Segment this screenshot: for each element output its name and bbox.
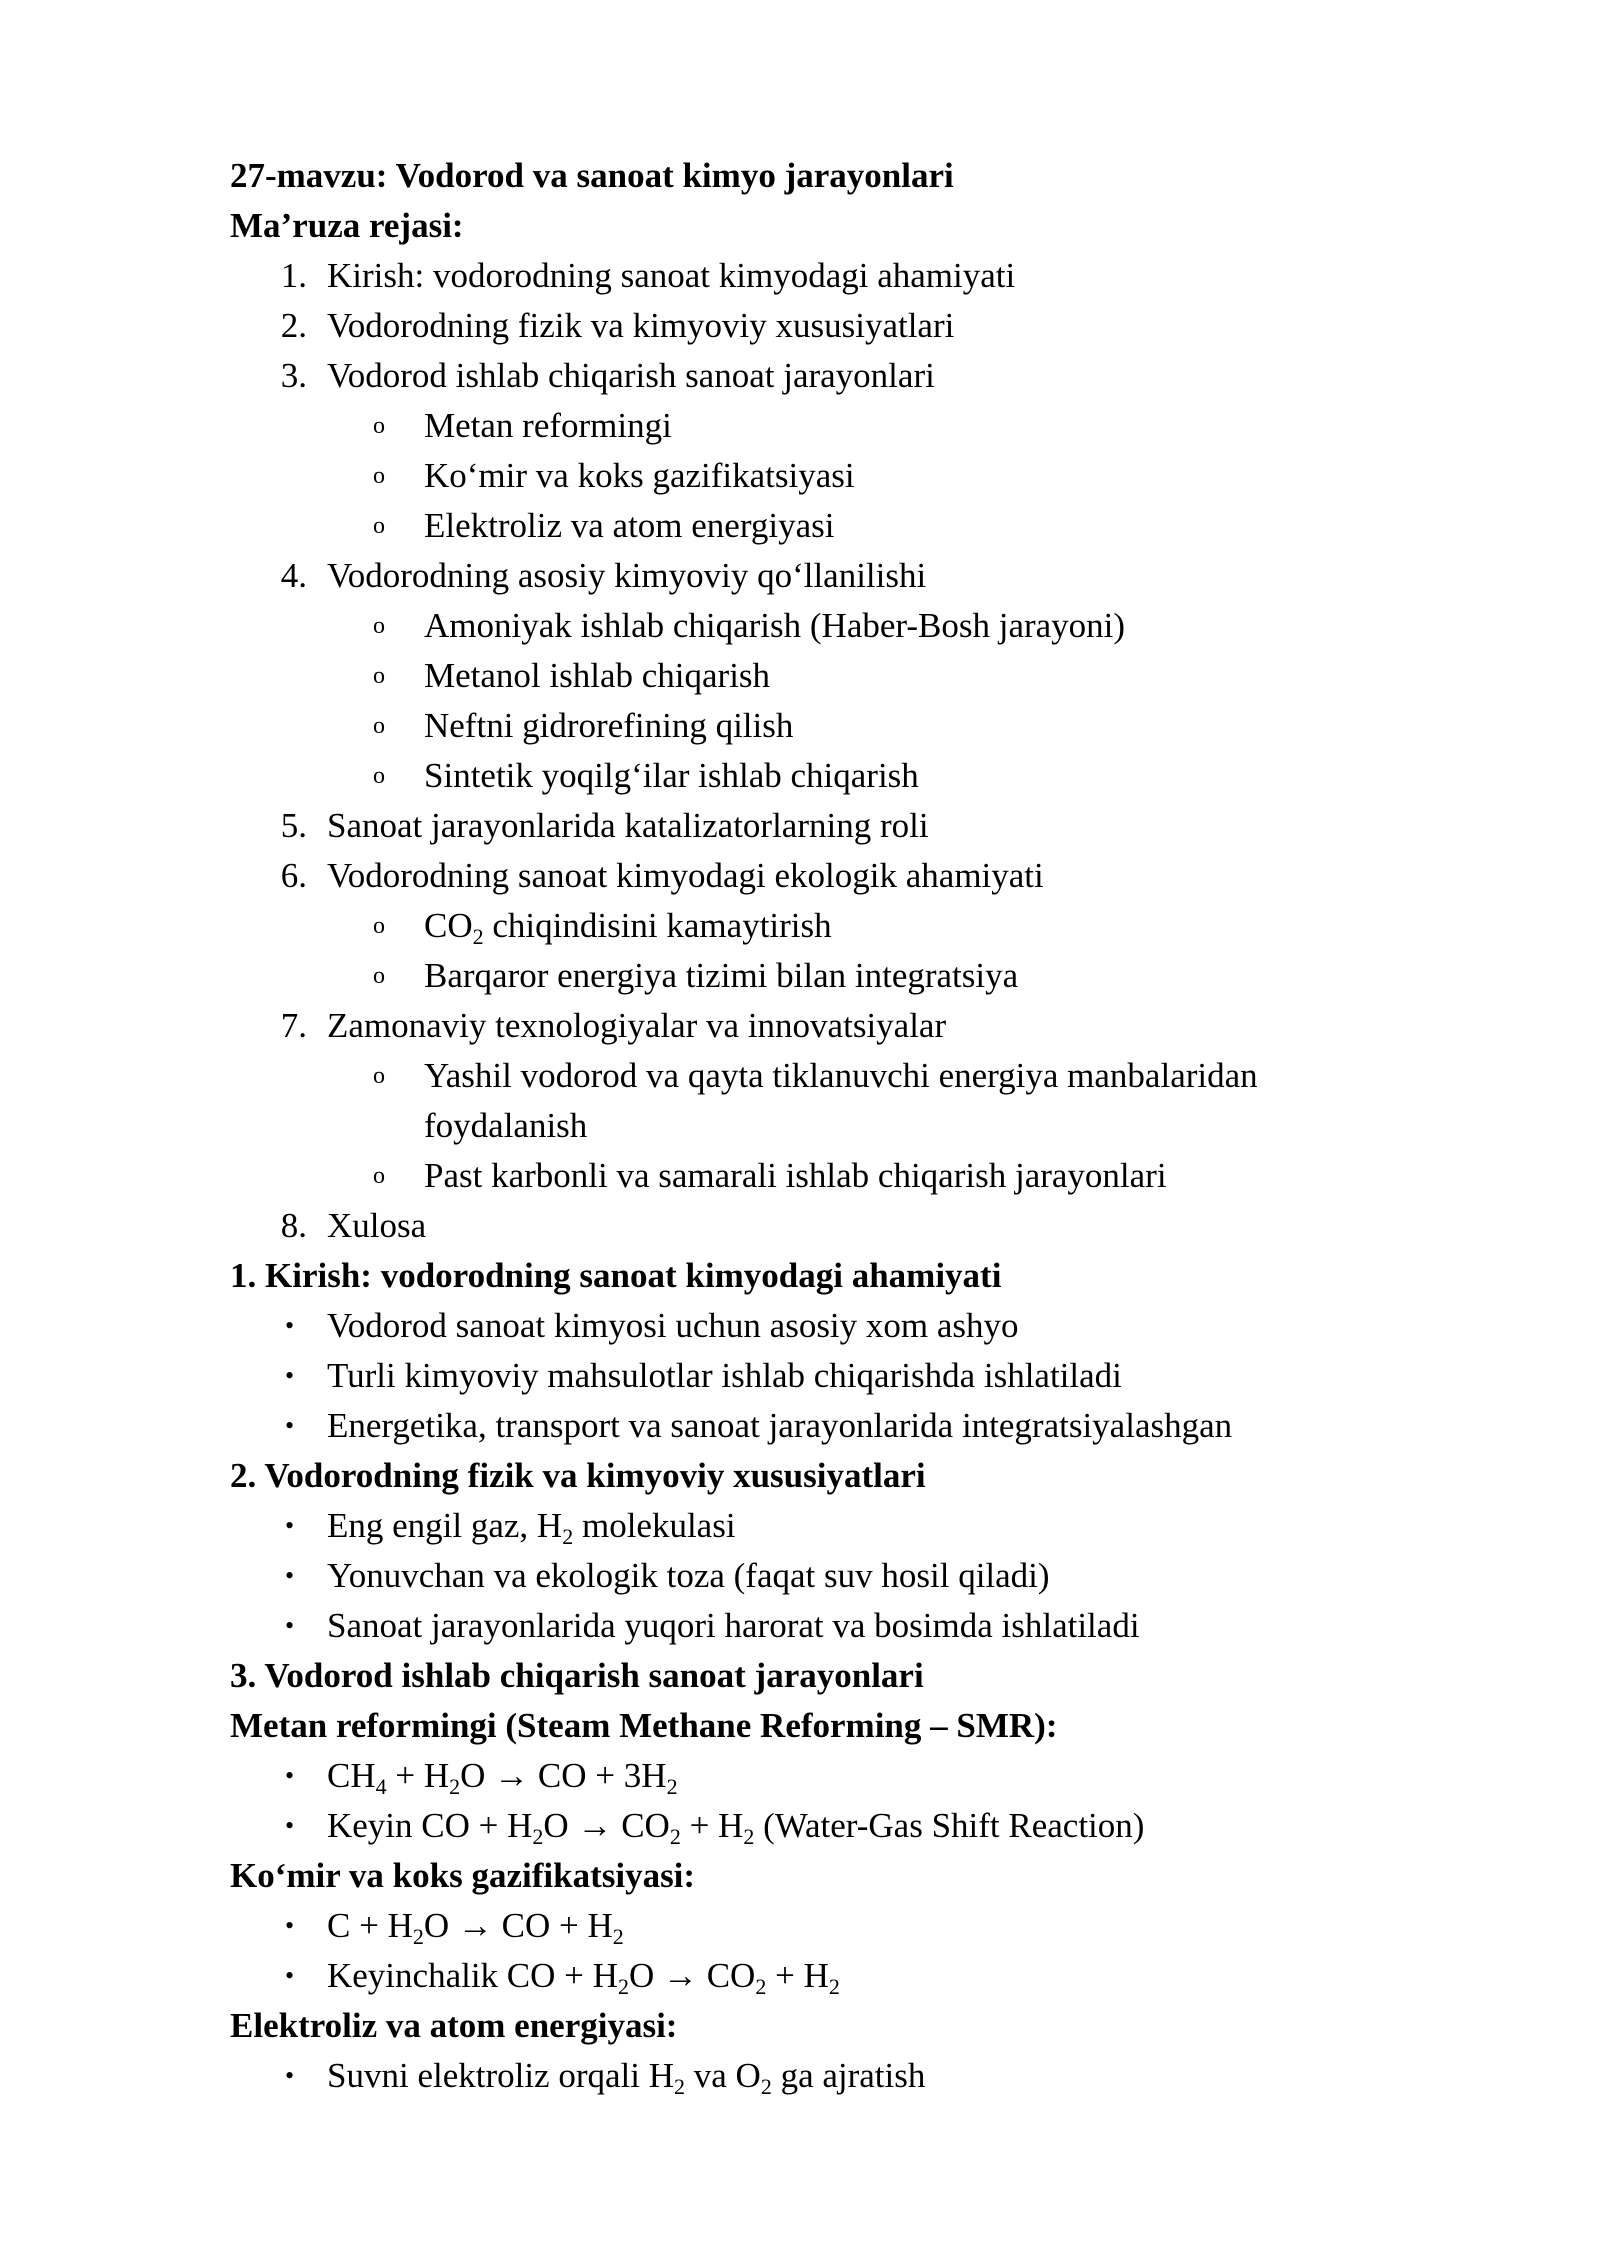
bullet-item — [0, 2051, 1600, 2101]
outline-text: Vodorod ishlab chiqarish sanoat jarayonlari — [327, 356, 935, 395]
subsection-heading: Elektroliz va atom energiyasi: — [230, 2006, 678, 2045]
bullet-item — [0, 1751, 1600, 1801]
subsection-heading: Metan reformingi (Steam Methane Reforming – SMR): — [230, 1706, 1058, 1745]
bullet-icon: • — [285, 1361, 295, 1390]
bullet-icon: • — [285, 1811, 295, 1840]
circle-bullet-icon: o — [373, 913, 385, 939]
reaction-equation: $C + H_2O$ → CO + $H_2$ — [327, 1906, 624, 1949]
circle-bullet-icon: o — [373, 963, 385, 989]
section-heading: 1. Kirish: vodorodning sanoat kimyodagi ahamiyati — [230, 1256, 1002, 1295]
outline-item — [0, 251, 1600, 301]
outline-subtext: Metanol ishlab chiqarish — [424, 656, 771, 695]
outline-item — [0, 851, 1600, 901]
bullet-text: Sanoat jarayonlarida yuqori harorat va bosimda ishlatiladi — [327, 1606, 1140, 1645]
outline-subitem — [0, 1051, 1600, 1101]
bullet-text: Turli kimyoviy mahsulotlar ishlab chiqarishda ishlatiladi — [327, 1356, 1122, 1395]
outline-subitem — [0, 501, 1600, 551]
outline-subtext: Amoniyak ishlab chiqarish (Haber-Bosh jarayoni) — [424, 606, 1126, 645]
page-title: 27-mavzu: Vodorod va sanoat kimyo jarayonlari — [230, 156, 954, 195]
reaction-equation: $CH_4 + H_2O$ → CO + $3H_2$ — [327, 1756, 678, 1799]
outline-subtext: Yashil vodorod va qayta tiklanuvchi energiya manbalaridan — [424, 1056, 1258, 1095]
bullet-item — [0, 1501, 1600, 1551]
outline-subtext: Past karbonli va samarali ishlab chiqarish jarayonlari — [424, 1156, 1167, 1195]
circle-bullet-icon: o — [373, 613, 385, 639]
outline-subtext: Barqaror energiya tizimi bilan integratsiya — [424, 956, 1019, 995]
circle-bullet-icon: o — [373, 1163, 385, 1189]
outline-text: Vodorodning sanoat kimyodagi ekologik ahamiyati — [327, 856, 1044, 895]
bullet-item — [0, 1801, 1600, 1851]
outline-text: Vodorodning asosiy kimyoviy qo‘llanilishi — [327, 556, 927, 595]
outline-number: 5. — [280, 806, 307, 845]
outline-item — [0, 351, 1600, 401]
outline-text: Xulosa — [327, 1206, 427, 1245]
bullet-icon: • — [285, 1511, 295, 1540]
outline-subitem-continuation — [0, 1101, 1600, 1151]
outline-subitem — [0, 701, 1600, 751]
section-heading: 3. Vodorod ishlab chiqarish sanoat jarayonlari — [230, 1656, 924, 1695]
outline-subitem — [0, 1151, 1600, 1201]
circle-bullet-icon: o — [373, 663, 385, 689]
outline-number: 6. — [280, 856, 307, 895]
bullet-text: Eng engil gaz, $H_2$ molekulasi — [327, 1506, 736, 1549]
bullet-item — [0, 1401, 1600, 1451]
outline-item — [0, 1201, 1600, 1251]
bullet-item — [0, 1351, 1600, 1401]
bullet-item — [0, 1901, 1600, 1951]
bullet-item — [0, 1601, 1600, 1651]
outline-text: Zamonaviy texnologiyalar va innovatsiyalar — [327, 1006, 947, 1045]
outline-number: 7. — [280, 1006, 307, 1045]
bullet-text: Energetika, transport va sanoat jarayonlarida integratsiyalashgan — [327, 1406, 1233, 1445]
outline-subtext: $CO_2$ chiqindisini kamaytirish — [424, 906, 832, 949]
outline-subitem — [0, 651, 1600, 701]
circle-bullet-icon: o — [373, 713, 385, 739]
bullet-icon: • — [285, 1761, 295, 1790]
outline-subitem — [0, 451, 1600, 501]
outline-subtext: Elektroliz va atom energiyasi — [424, 506, 835, 545]
bullet-item — [0, 1551, 1600, 1601]
outline-subitem — [0, 401, 1600, 451]
outline-item — [0, 1001, 1600, 1051]
subsection-heading: Ko‘mir va koks gazifikatsiyasi: — [230, 1856, 696, 1895]
outline-subitem — [0, 751, 1600, 801]
reaction-equation: Keyin CO + $H_2O \to CO_2 + H_2$ (Water-Gas Shift Reaction) — [327, 1806, 1145, 1849]
outline-number: 1. — [280, 256, 307, 295]
outline-item — [0, 301, 1600, 351]
bullet-icon: • — [285, 2061, 295, 2090]
circle-bullet-icon: o — [373, 413, 385, 439]
circle-bullet-icon: o — [373, 763, 385, 789]
bullet-text: Suvni elektroliz orqali $H_2$ va $O_2$ ga ajratish — [327, 2056, 926, 2099]
circle-bullet-icon: o — [373, 1063, 385, 1089]
bullet-icon: • — [285, 1411, 295, 1440]
bullet-item — [0, 1951, 1600, 2001]
bullet-icon: • — [285, 1561, 295, 1590]
outline-number: 3. — [280, 356, 307, 395]
bullet-item — [0, 1301, 1600, 1351]
bullet-text: Yonuvchan va ekologik toza (faqat suv hosil qiladi) — [327, 1556, 1050, 1595]
plan-heading: Ma’ruza rejasi: — [230, 206, 464, 245]
bullet-icon: • — [285, 1961, 295, 1990]
bullet-icon: • — [285, 1911, 295, 1940]
outline-text: Sanoat jarayonlarida katalizatorlarning roli — [327, 806, 929, 845]
outline-subtext: Metan reformingi — [424, 406, 672, 445]
outline-text: Vodorodning fizik va kimyoviy xususiyatlari — [327, 306, 955, 345]
circle-bullet-icon: o — [373, 513, 385, 539]
outline-subtext: Sintetik yoqilg‘ilar ishlab chiqarish — [424, 756, 919, 795]
outline-number: 8. — [280, 1206, 307, 1245]
section-heading: 2. Vodorodning fizik va kimyoviy xususiyatlari — [230, 1456, 926, 1495]
outline-text: Kirish: vodorodning sanoat kimyodagi ahamiyati — [327, 256, 1016, 295]
outline-number: 4. — [280, 556, 307, 595]
bullet-text: Vodorod sanoat kimyosi uchun asosiy xom ashyo — [327, 1306, 1019, 1345]
outline-item — [0, 801, 1600, 851]
outline-subtext: Ko‘mir va koks gazifikatsiyasi — [424, 456, 855, 495]
circle-bullet-icon: o — [373, 463, 385, 489]
bullet-icon: • — [285, 1311, 295, 1340]
outline-subitem — [0, 901, 1600, 951]
outline-subitem — [0, 601, 1600, 651]
outline-subtext: foydalanish — [424, 1106, 588, 1145]
outline-subitem — [0, 951, 1600, 1001]
outline-number: 2. — [280, 306, 307, 345]
outline-item — [0, 551, 1600, 601]
reaction-equation: Keyinchalik CO + $H_2O \to CO_2 + H_2$ — [327, 1956, 840, 1999]
outline-subtext: Neftni gidrorefining qilish — [424, 706, 794, 745]
bullet-icon: • — [285, 1611, 295, 1640]
